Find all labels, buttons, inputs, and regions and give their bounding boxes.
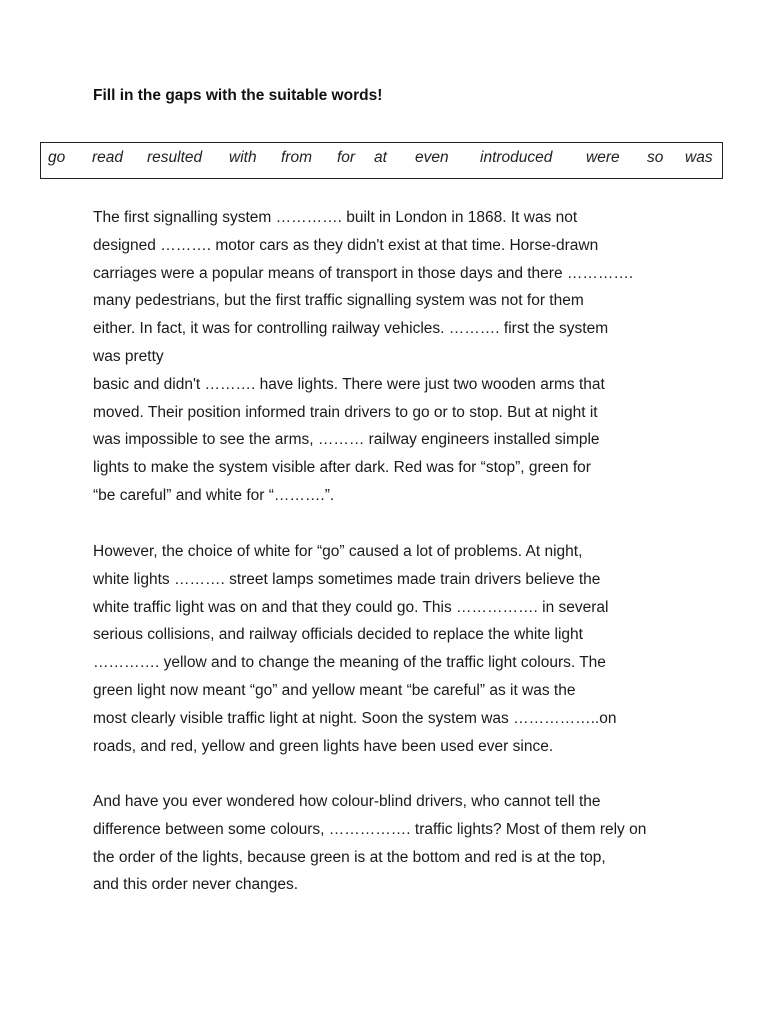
text-line: was impossible to see the arms, ……… railway engineers installed simple (93, 431, 600, 449)
word-bank-item: from (281, 149, 312, 166)
text-line: most clearly visible traffic light at night. Soon the system was ……………..on (93, 709, 617, 727)
text-line: many pedestrians, but the first traffic signalling system was not for them (93, 292, 584, 310)
word-bank-box (40, 142, 723, 179)
paragraph-1 (93, 204, 693, 510)
text-line: white lights ………. street lamps sometimes made train drivers believe the (93, 570, 601, 588)
text-line: was pretty (93, 347, 164, 365)
word-bank-item: were (586, 149, 620, 166)
word-bank-item: at (374, 149, 387, 166)
text-line: carriages were a popular means of transport in those days and there …………. (93, 264, 634, 282)
word-bank-item: was (685, 149, 713, 166)
text-line: moved. Their position informed train drivers to go or to stop. But at night it (93, 403, 598, 421)
text-line: white traffic light was on and that they could go. This ……………. in several (93, 598, 609, 616)
text-line: difference between some colours, ……………. traffic lights? Most of them rely on (93, 820, 647, 838)
page-title: Fill in the gaps with the suitable words! (93, 87, 383, 104)
text-line: roads, and red, yellow and green lights have been used ever since. (93, 737, 554, 755)
word-bank-item: for (337, 149, 356, 166)
word-bank-item: resulted (147, 149, 203, 166)
text-line: And have you ever wondered how colour-blind drivers, who cannot tell the (93, 793, 601, 810)
text-line: The first signalling system …………. built in London in 1868. It was not (93, 209, 578, 226)
text-line: the order of the lights, because green is at the bottom and red is at the top, (93, 848, 606, 866)
word-bank-item: with (229, 149, 257, 166)
word-bank-item: introduced (480, 149, 553, 166)
text-line: green light now meant “go” and yellow meant “be careful” as it was the (93, 681, 576, 699)
text-line: designed ………. motor cars as they didn't exist at that time. Horse-drawn (93, 236, 599, 254)
text-line: “be careful” and white for “……….”. (93, 486, 335, 504)
text-line: and this order never changes. (93, 876, 299, 894)
word-bank-item: so (647, 149, 664, 166)
word-bank-item: read (92, 149, 124, 166)
text-line: serious collisions, and railway officials decided to replace the white light (93, 626, 583, 644)
text-line: lights to make the system visible after dark. Red was for “stop”, green for (93, 459, 591, 477)
word-bank-item: even (415, 149, 449, 166)
text-line: However, the choice of white for “go” caused a lot of problems. At night, (93, 543, 583, 560)
text-line: either. In fact, it was for controlling railway vehicles. ………. first the system (93, 320, 609, 338)
text-line: …………. yellow and to change the meaning of the traffic light colours. The (93, 654, 606, 672)
paragraph-3 (93, 788, 693, 899)
word-bank-item: go (48, 149, 66, 166)
paragraph-2 (93, 538, 693, 760)
text-line: basic and didn't ………. have lights. There were just two wooden arms that (93, 375, 605, 393)
